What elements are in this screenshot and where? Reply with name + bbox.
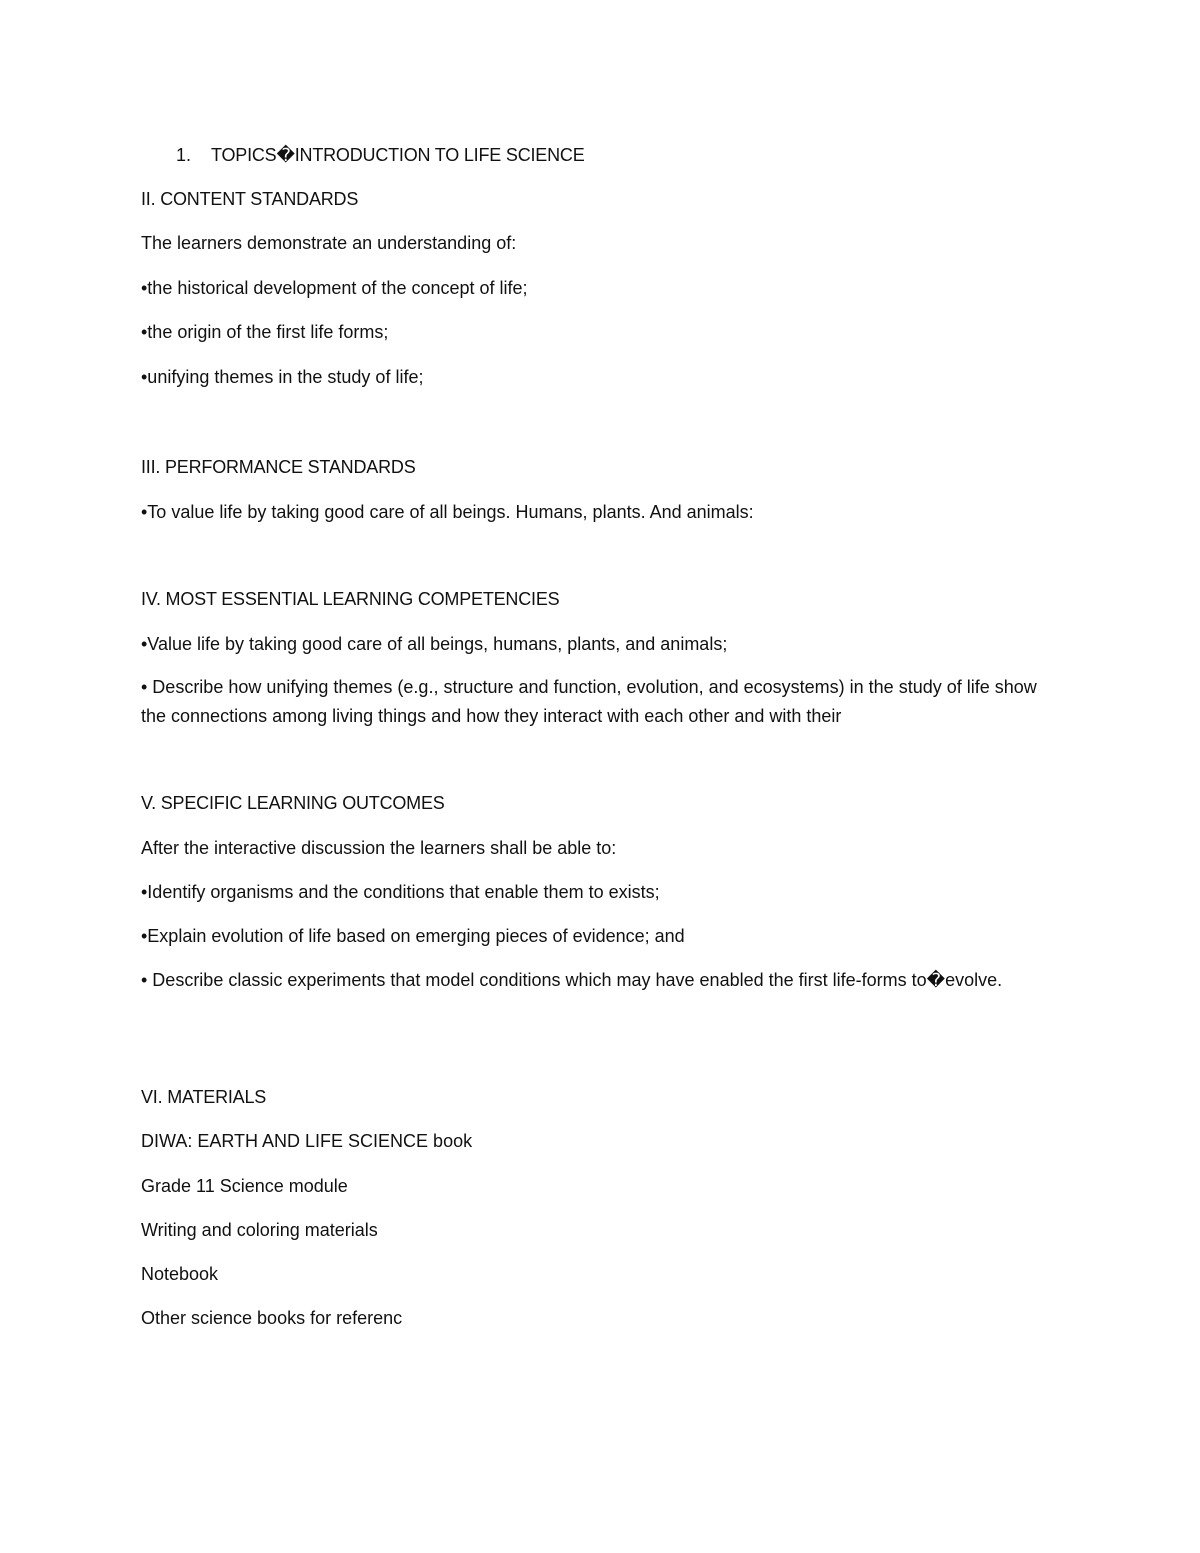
outcomes-heading: V. SPECIFIC LEARNING OUTCOMES bbox=[141, 793, 445, 813]
material-item: Grade 11 Science module bbox=[141, 1176, 348, 1196]
outcome-item: •Explain evolution of life based on emerging pieces of evidence; and bbox=[141, 926, 685, 946]
competency-item: •Value life by taking good care of all beings, humans, plants, and animals; bbox=[141, 634, 728, 654]
content-standards-heading: II. CONTENT STANDARDS bbox=[141, 189, 359, 209]
topics-number: 1. bbox=[176, 145, 192, 165]
competency-item: • Describe how unifying themes (e.g., structure and function, evolution, and ecosystems) in the study of life show the connections among living things and how they interact with each other and with their bbox=[141, 677, 1037, 726]
performance-standards-heading: III. PERFORMANCE STANDARDS bbox=[141, 457, 416, 477]
content-standard-item: •the origin of the first life forms; bbox=[141, 322, 389, 342]
content-standards-intro: The learners demonstrate an understanding of: bbox=[141, 233, 517, 253]
material-item: Writing and coloring materials bbox=[141, 1220, 378, 1240]
material-item: DIWA: EARTH AND LIFE SCIENCE book bbox=[141, 1131, 473, 1151]
material-item: Other science books for referenc bbox=[141, 1308, 403, 1328]
outcome-item: • Describe classic experiments that model conditions which may have enabled the first life-forms to�evolve. bbox=[141, 970, 1003, 990]
materials-heading: VI. MATERIALS bbox=[141, 1087, 267, 1107]
content-standard-item: •unifying themes in the study of life; bbox=[141, 367, 424, 387]
content-standard-item: •the historical development of the concept of life; bbox=[141, 278, 528, 298]
material-item: Notebook bbox=[141, 1264, 219, 1284]
topics-heading: TOPICS�INTRODUCTION TO LIFE SCIENCE bbox=[211, 145, 585, 165]
outcomes-intro: After the interactive discussion the learners shall be able to: bbox=[141, 838, 617, 858]
performance-standard-item: •To value life by taking good care of all beings. Humans, plants. And animals: bbox=[141, 502, 754, 522]
competencies-heading: IV. MOST ESSENTIAL LEARNING COMPETENCIES bbox=[141, 589, 560, 609]
outcome-item: •Identify organisms and the conditions that enable them to exists; bbox=[141, 882, 660, 902]
